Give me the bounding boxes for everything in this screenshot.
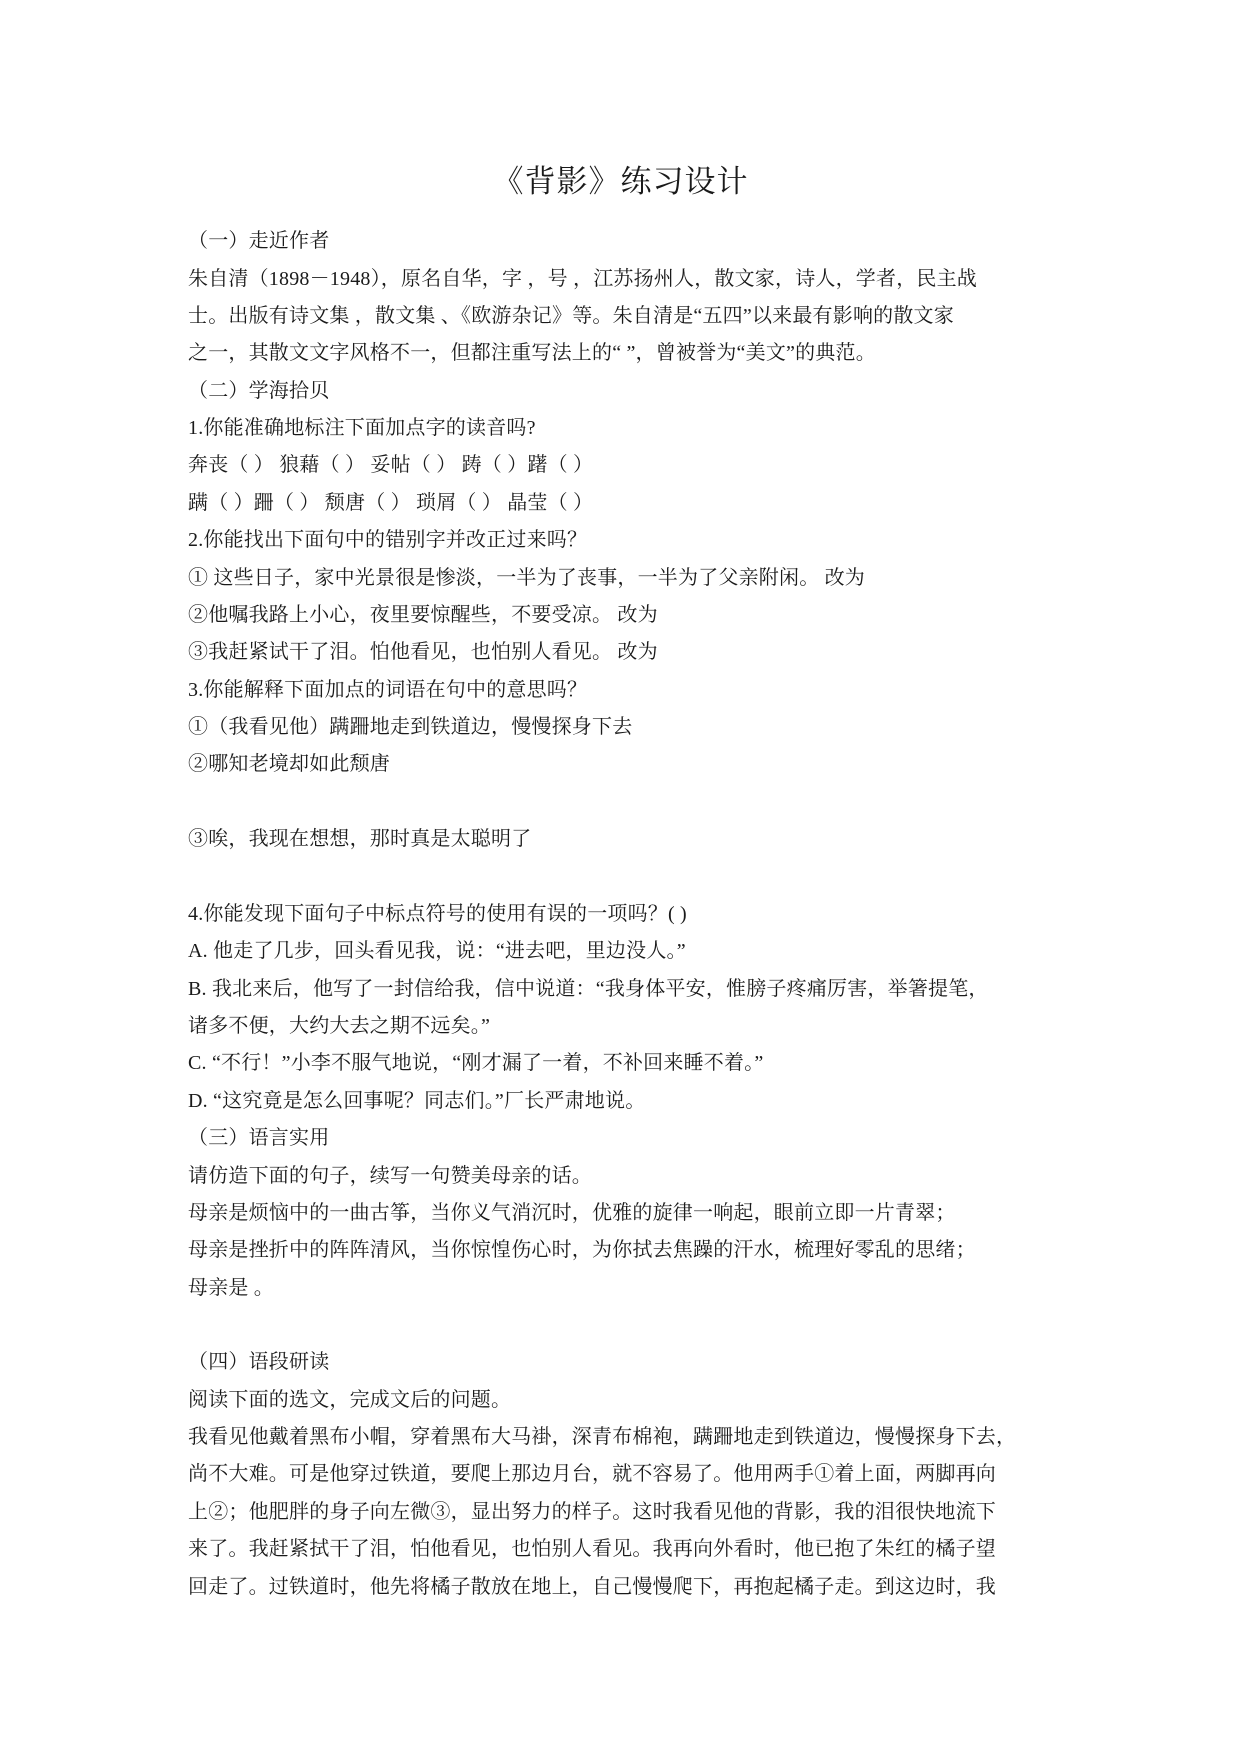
question-3: 3.你能解释下面加点的词语在句中的意思吗？: [188, 679, 588, 701]
passage-line: 来了。我赶紧拭干了泪，怕他看见，也怕别人看见。我再向外看时，他已抱了朱红的橘子望: [188, 1538, 996, 1560]
fill-in-sentence: 母亲是 。: [188, 1277, 274, 1299]
section-heading-language: （三）语言实用: [188, 1127, 330, 1149]
passage-line: 尚不大难。可是他穿过铁道，要爬上那边月台，就不容易了。他用两手①着上面，两脚再向: [188, 1463, 996, 1485]
option-b-continued: 诸多不便，大约大去之期不远矣。”: [188, 1015, 491, 1037]
section-heading-author: （一）走近作者: [188, 230, 330, 252]
option-c: C. “不行！”小李不服气地说，“刚才漏了一着，不补回来睡不着。”: [188, 1052, 764, 1074]
example-sentence-2: 母亲是挫折中的阵阵清风，当你惊惶伤心时，为你拭去焦躁的汗水，梳理好零乱的思绪；: [188, 1239, 976, 1261]
question-2: 2.你能找出下面句中的错别字并改正过来吗？: [188, 529, 588, 551]
instruction-line: 请仿造下面的句子，续写一句赞美母亲的话。: [188, 1165, 592, 1187]
pronunciation-row-1: 奔丧（ ） 狼藉（ ） 妥帖（ ） 踌（ ）躇（ ）: [188, 454, 594, 476]
paragraph-line: 之一，其散文文字风格不一，但都注重写法上的“ ”，曾被誉为“美文”的典范。: [188, 342, 876, 364]
passage-line: 我看见他戴着黑布小帽，穿着黑布大马褂，深青布棉袍，蹒跚地走到铁道边，慢慢探身下去，: [188, 1426, 1017, 1448]
option-a: A. 他走了几步，回头看见我，说：“进去吧，里边没人。”: [188, 940, 686, 962]
option-b: B. 我北来后，他写了一封信给我，信中说道：“我身体平安，惟膀子疼痛厉害，举箸提笔，: [188, 978, 989, 1000]
question-2-item-2: ②他嘱我路上小心，夜里要惊醒些，不要受凉。 改为: [188, 604, 658, 626]
paragraph-line: 士。出版有诗文集 ，散文集 、《欧游杂记》等。朱自清是“五四”以来最有影响的散文家: [188, 305, 954, 327]
option-d: D. “这究竟是怎么回事呢？同志们。”厂长严肃地说。: [188, 1090, 646, 1112]
question-1: 1.你能准确地标注下面加点字的读音吗?: [188, 417, 536, 439]
question-4: 4.你能发现下面句子中标点符号的使用有误的一项吗？( ): [188, 903, 687, 925]
section-heading-learning: （二）学海拾贝: [188, 380, 330, 402]
passage-line: 上②；他肥胖的身子向左微③，显出努力的样子。这时我看见他的背影，我的泪很快地流下: [188, 1501, 996, 1523]
page-title: 《背影》练习设计: [492, 164, 749, 199]
question-3-item-2: ②哪知老境却如此颓唐: [188, 753, 390, 775]
passage-line: 回走了。过铁道时，他先将橘子散放在地上，自己慢慢爬下，再抱起橘子走。到这边时，我: [188, 1576, 996, 1598]
pronunciation-row-2: 蹒（ ）跚（ ） 颓唐（ ） 琐屑（ ） 晶莹（ ）: [188, 492, 594, 514]
question-3-item-3: ③唉，我现在想想，那时真是太聪明了: [188, 828, 532, 850]
paragraph-line: 朱自清（1898－1948），原名自华，字 ，号 ，江苏扬州人，散文家，诗人，学者，民主战: [188, 268, 977, 290]
question-3-item-1: ①（我看见他）蹒跚地走到铁道边，慢慢探身下去: [188, 716, 633, 738]
example-sentence-1: 母亲是烦恼中的一曲古筝，当你义气消沉时，优雅的旋律一响起，眼前立即一片青翠；: [188, 1202, 956, 1224]
section-heading-reading: （四）语段研读: [188, 1351, 330, 1373]
question-2-item-1: ① 这些日子，家中光景很是惨淡，一半为了丧事，一半为了父亲附闲。 改为: [188, 567, 865, 589]
instruction-line: 阅读下面的选文，完成文后的问题。: [188, 1389, 512, 1411]
question-2-item-3: ③我赶紧试干了泪。怕他看见，也怕别人看见。 改为: [188, 641, 658, 663]
